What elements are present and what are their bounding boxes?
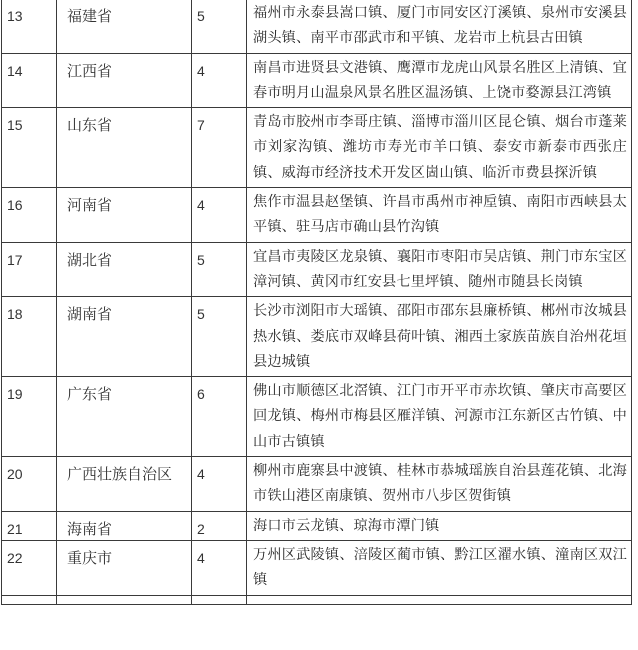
province-cell: 湖北省: [57, 242, 192, 297]
table-row: [2, 457, 632, 512]
table-row: [2, 0, 632, 53]
town-count-cell: 4: [192, 188, 247, 243]
table-row: [2, 377, 632, 457]
row-number-cell: 19: [2, 377, 57, 457]
town-names-cell: 南昌市进贤县文港镇、鹰潭市龙虎山风景名胜区上清镇、宜春市明月山温泉风景名胜区温汤镇、上饶市婺源县江湾镇: [247, 53, 632, 108]
town-names-cell: 焦作市温县赵堡镇、许昌市禹州市神垕镇、南阳市西峡县太平镇、驻马店市确山县竹沟镇: [247, 188, 632, 243]
town-count-cell: [192, 595, 247, 604]
town-names-cell: 海口市云龙镇、琼海市潭门镇: [247, 511, 632, 540]
row-number-cell: 16: [2, 188, 57, 243]
table-body: [2, 0, 632, 604]
row-number-cell: 18: [2, 297, 57, 377]
town-names-cell: [247, 595, 632, 604]
town-names-cell: 万州区武陵镇、涪陵区蔺市镇、黔江区濯水镇、潼南区双江镇: [247, 540, 632, 595]
town-count-cell: 7: [192, 108, 247, 188]
province-cell: 江西省: [57, 53, 192, 108]
town-names-cell: 佛山市顺德区北滘镇、江门市开平市赤坎镇、肇庆市高要区回龙镇、梅州市梅县区雁洋镇、河源市江东新区古竹镇、中山市古镇镇: [247, 377, 632, 457]
town-names-cell: 福州市永泰县嵩口镇、厦门市同安区汀溪镇、泉州市安溪县湖头镇、南平市邵武市和平镇、龙岩市上杭县古田镇: [247, 0, 632, 53]
town-count-cell: 5: [192, 0, 247, 53]
province-cell: 广西壮族自治区: [57, 457, 192, 512]
table-row: [2, 297, 632, 377]
province-cell: 山东省: [57, 108, 192, 188]
row-number-cell: 13: [2, 0, 57, 53]
row-number-cell: 17: [2, 242, 57, 297]
town-names-cell: 宜昌市夷陵区龙泉镇、襄阳市枣阳市吴店镇、荆门市东宝区漳河镇、黄冈市红安县七里坪镇、随州市随县长岗镇: [247, 242, 632, 297]
row-number-cell: 21: [2, 511, 57, 540]
table-row: [2, 188, 632, 243]
town-names-cell: 柳州市鹿寨县中渡镇、桂林市恭城瑶族自治县莲花镇、北海市铁山港区南康镇、贺州市八步区贺街镇: [247, 457, 632, 512]
table-row: [2, 53, 632, 108]
town-count-cell: 4: [192, 53, 247, 108]
row-number-cell: 20: [2, 457, 57, 512]
province-cell: 河南省: [57, 188, 192, 243]
town-names-cell: 长沙市浏阳市大瑶镇、邵阳市邵东县廉桥镇、郴州市汝城县热水镇、娄底市双峰县荷叶镇、湘西土家族苗族自治州花垣县边城镇: [247, 297, 632, 377]
row-number-cell: [2, 595, 57, 604]
town-names-cell: 青岛市胶州市李哥庄镇、淄博市淄川区昆仑镇、烟台市蓬莱市刘家沟镇、潍坊市寿光市羊口镇、泰安市新泰市西张庄镇、威海市经济技术开发区崮山镇、临沂市费县探沂镇: [247, 108, 632, 188]
town-count-cell: 4: [192, 457, 247, 512]
province-cell: 海南省: [57, 511, 192, 540]
province-cell: 重庆市: [57, 540, 192, 595]
town-count-cell: 5: [192, 297, 247, 377]
table-row: [2, 242, 632, 297]
row-number-cell: 22: [2, 540, 57, 595]
table-row: [2, 108, 632, 188]
town-count-cell: 5: [192, 242, 247, 297]
town-count-cell: 4: [192, 540, 247, 595]
table-row: [2, 595, 632, 604]
town-list-table: [1, 0, 632, 605]
town-count-cell: 2: [192, 511, 247, 540]
table-row: [2, 511, 632, 540]
row-number-cell: 15: [2, 108, 57, 188]
row-number-cell: 14: [2, 53, 57, 108]
province-cell: 广东省: [57, 377, 192, 457]
province-cell: [57, 595, 192, 604]
province-cell: 湖南省: [57, 297, 192, 377]
province-cell: 福建省: [57, 0, 192, 53]
table-row: [2, 540, 632, 595]
town-count-cell: 6: [192, 377, 247, 457]
